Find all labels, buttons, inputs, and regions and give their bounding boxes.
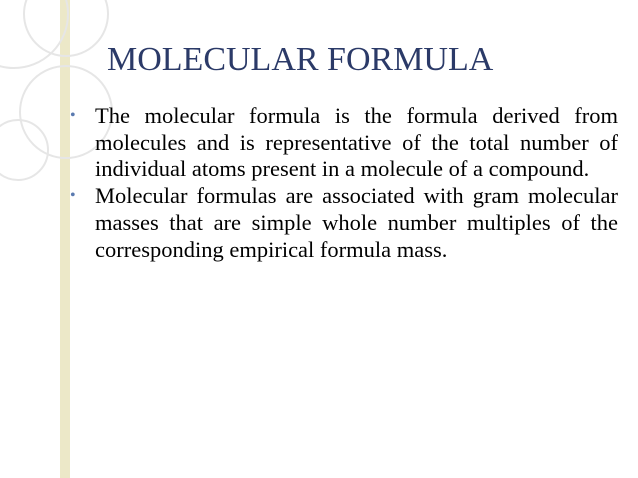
bullet-item-2 bbox=[68, 183, 618, 263]
bullet-dot-icon: • bbox=[70, 187, 76, 205]
bullet-text-1: The molecular formula is the formula derived from molecules and is representative of the total number of individual atoms present in a molecule of a compound. bbox=[95, 103, 618, 182]
bullet-list bbox=[68, 103, 618, 263]
bullet-dot-icon: • bbox=[70, 107, 76, 124]
bullet-item-1 bbox=[68, 103, 618, 183]
slide-title: MOLECULAR FORMULA bbox=[107, 41, 494, 78]
bullet-text-2: Molecular formulas are associated with gram molecular masses that are simple whole number multiples of the corresponding empirical formula mass. bbox=[95, 183, 618, 262]
